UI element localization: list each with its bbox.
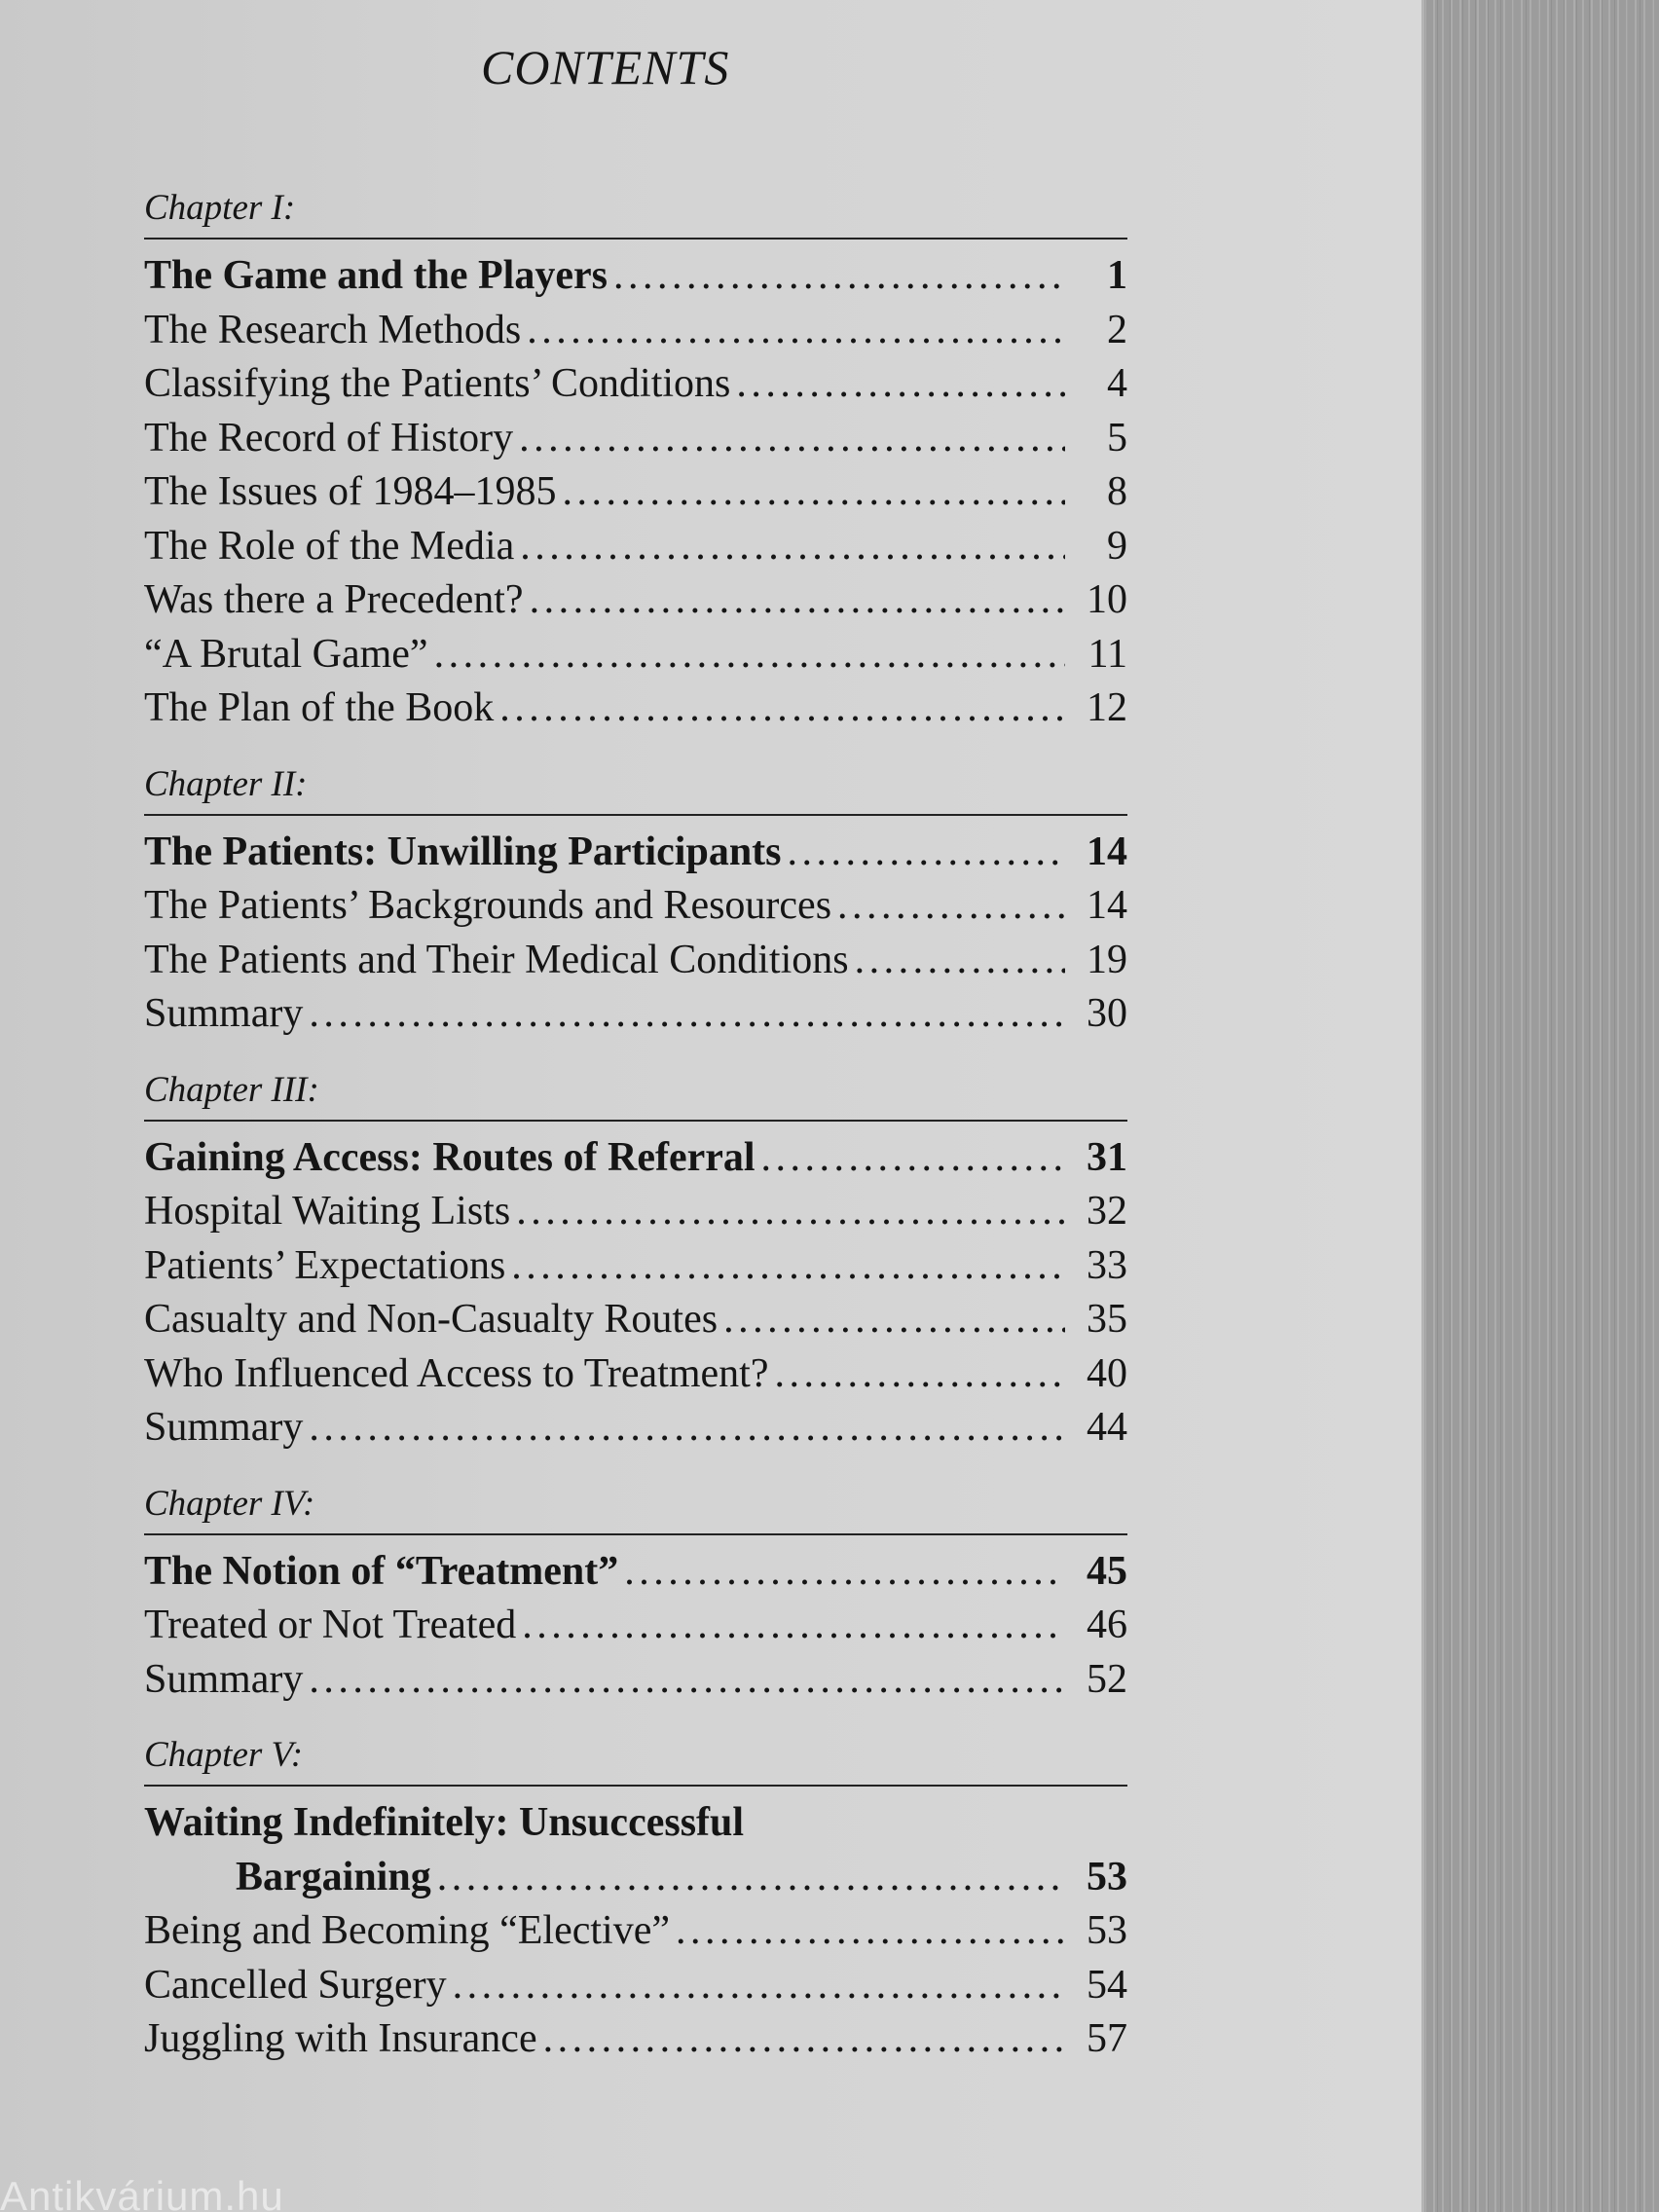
entry-title: The Research Methods [144, 307, 522, 352]
entry-page: 35 [1087, 1297, 1127, 1342]
entry-page: 11 [1088, 631, 1127, 677]
toc-entry [144, 826, 1127, 880]
background-surface [1421, 0, 1659, 2212]
entry-title: The Issues of 1984–1985 [144, 469, 557, 514]
entry-title: Casualty and Non-Casualty Routes [144, 1297, 719, 1342]
toc-entry [144, 573, 1127, 628]
entry-page: 32 [1087, 1189, 1127, 1234]
leader-dots [516, 1185, 1065, 1239]
chapter-1 [144, 185, 1127, 736]
entry-title: Gaining Access: Routes of Referral [144, 1134, 756, 1180]
toc-entry [144, 1239, 1127, 1294]
leader-dots [530, 573, 1065, 628]
toc-entry [144, 1293, 1127, 1347]
leader-dots [434, 628, 1065, 682]
toc-entry [144, 1904, 1127, 1959]
leader-dots [522, 1599, 1065, 1653]
entry-title: Treated or Not Treated [144, 1603, 517, 1647]
entry-page: 40 [1087, 1350, 1127, 1396]
entry-title: The Notion of “Treatment” [144, 1548, 619, 1594]
entry-title: Hospital Waiting Lists [144, 1189, 511, 1234]
entry-page: 12 [1087, 685, 1127, 730]
toc-entry [144, 412, 1127, 466]
entry-page: 14 [1087, 829, 1127, 874]
entry-page: 1 [1107, 253, 1127, 298]
entry-page: 31 [1087, 1134, 1127, 1180]
entry-title: The Role of the Media [144, 523, 515, 569]
entry-title: Patients’ Expectations [144, 1242, 506, 1288]
entry-title: The Patients and Their Medical Conditions [144, 937, 849, 982]
entry-title: Juggling with Insurance [144, 2016, 537, 2061]
toc-entry [144, 357, 1127, 412]
toc-entry [144, 465, 1127, 520]
page-title: CONTENTS [481, 40, 730, 94]
entry-page: 19 [1087, 937, 1127, 982]
leader-dots [624, 1545, 1065, 1600]
leader-dots [723, 1293, 1065, 1347]
leader-dots [437, 1851, 1065, 1905]
entry-page: 30 [1087, 991, 1127, 1036]
toc-entry [144, 628, 1127, 682]
entry-title: The Patients’ Backgrounds and Resources [144, 883, 832, 928]
entry-page: 44 [1087, 1405, 1127, 1450]
leader-dots [511, 1239, 1065, 1294]
chapter-3 [144, 1067, 1127, 1456]
entry-page: 46 [1087, 1603, 1127, 1647]
entry-title: The Game and the Players [144, 253, 608, 298]
entry-page: 33 [1087, 1242, 1127, 1288]
leader-dots [788, 826, 1065, 880]
chapter-label: Chapter V: [144, 1732, 1127, 1787]
entry-page: 4 [1107, 361, 1127, 406]
entry-title: Was there a Precedent? [144, 577, 524, 622]
toc-entry [144, 682, 1127, 736]
chapter-5 [144, 1732, 1127, 2067]
leader-dots [774, 1347, 1065, 1402]
entry-page: 53 [1087, 1908, 1127, 1953]
leader-dots [527, 304, 1065, 358]
entry-page: 57 [1087, 2016, 1127, 2061]
leader-dots [453, 1959, 1065, 2013]
entry-title: Summary [144, 1405, 304, 1450]
table-of-contents [144, 185, 1127, 2067]
watermark: Antikvárium.hu [0, 2173, 284, 2212]
entry-title: The Patients: Unwilling Participants [144, 829, 782, 874]
toc-entry [144, 1851, 1127, 1905]
entry-page: 52 [1087, 1656, 1127, 1702]
entry-page: 8 [1107, 469, 1127, 514]
chapter-4 [144, 1481, 1127, 1708]
toc-entry [144, 934, 1127, 988]
toc-entry [144, 1131, 1127, 1186]
entry-title: Bargaining [236, 1854, 431, 1899]
toc-entry [144, 1185, 1127, 1239]
chapter-label: Chapter IV: [144, 1481, 1127, 1535]
leader-dots [562, 465, 1065, 520]
entry-page: 45 [1087, 1548, 1127, 1594]
entry-page: 54 [1087, 1962, 1127, 2008]
entry-page: 53 [1087, 1854, 1127, 1899]
entry-title: Summary [144, 991, 304, 1036]
toc-entry [144, 1653, 1127, 1708]
leader-dots [309, 987, 1065, 1042]
entry-page: 9 [1107, 523, 1127, 569]
leader-dots [519, 412, 1065, 466]
toc-entry [144, 304, 1127, 358]
entry-title: Who Influenced Access to Treatment? [144, 1350, 769, 1396]
toc-entry [144, 1347, 1127, 1402]
leader-dots [309, 1653, 1065, 1708]
entry-title: “A Brutal Game” [144, 631, 428, 677]
toc-entry [144, 1959, 1127, 2013]
leader-dots [761, 1131, 1065, 1186]
entry-page: 14 [1087, 883, 1127, 928]
entry-title: Classifying the Patients’ Conditions [144, 361, 731, 406]
entry-title: Summary [144, 1656, 304, 1702]
leader-dots [520, 520, 1065, 574]
toc-entry [144, 879, 1127, 934]
entry-title-line1: Waiting Indefinitely: Unsuccessful [144, 1800, 745, 1845]
leader-dots [837, 879, 1065, 934]
leader-dots [309, 1401, 1065, 1456]
chapter-label: Chapter II: [144, 761, 1127, 816]
leader-dots [676, 1904, 1065, 1959]
toc-entry [144, 2012, 1127, 2067]
entry-title: The Plan of the Book [144, 685, 495, 730]
entry-page: 10 [1087, 577, 1127, 622]
entry-title: Being and Becoming “Elective” [144, 1908, 670, 1953]
leader-dots [855, 934, 1065, 988]
toc-entry [144, 249, 1127, 304]
leader-dots [543, 2012, 1065, 2067]
leader-dots [613, 249, 1065, 304]
chapter-label: Chapter III: [144, 1067, 1127, 1122]
entry-page: 5 [1107, 415, 1127, 461]
chapter-2 [144, 761, 1127, 1042]
toc-entry [144, 1545, 1127, 1600]
entry-title: The Record of History [144, 415, 514, 461]
entry-title: Cancelled Surgery [144, 1962, 447, 2008]
toc-entry [144, 1401, 1127, 1456]
toc-entry [144, 987, 1127, 1042]
leader-dots [736, 357, 1065, 412]
chapter-label: Chapter I: [144, 185, 1127, 240]
toc-entry [144, 1599, 1127, 1653]
toc-entry [144, 520, 1127, 574]
entry-page: 2 [1107, 307, 1127, 352]
leader-dots [499, 682, 1065, 736]
